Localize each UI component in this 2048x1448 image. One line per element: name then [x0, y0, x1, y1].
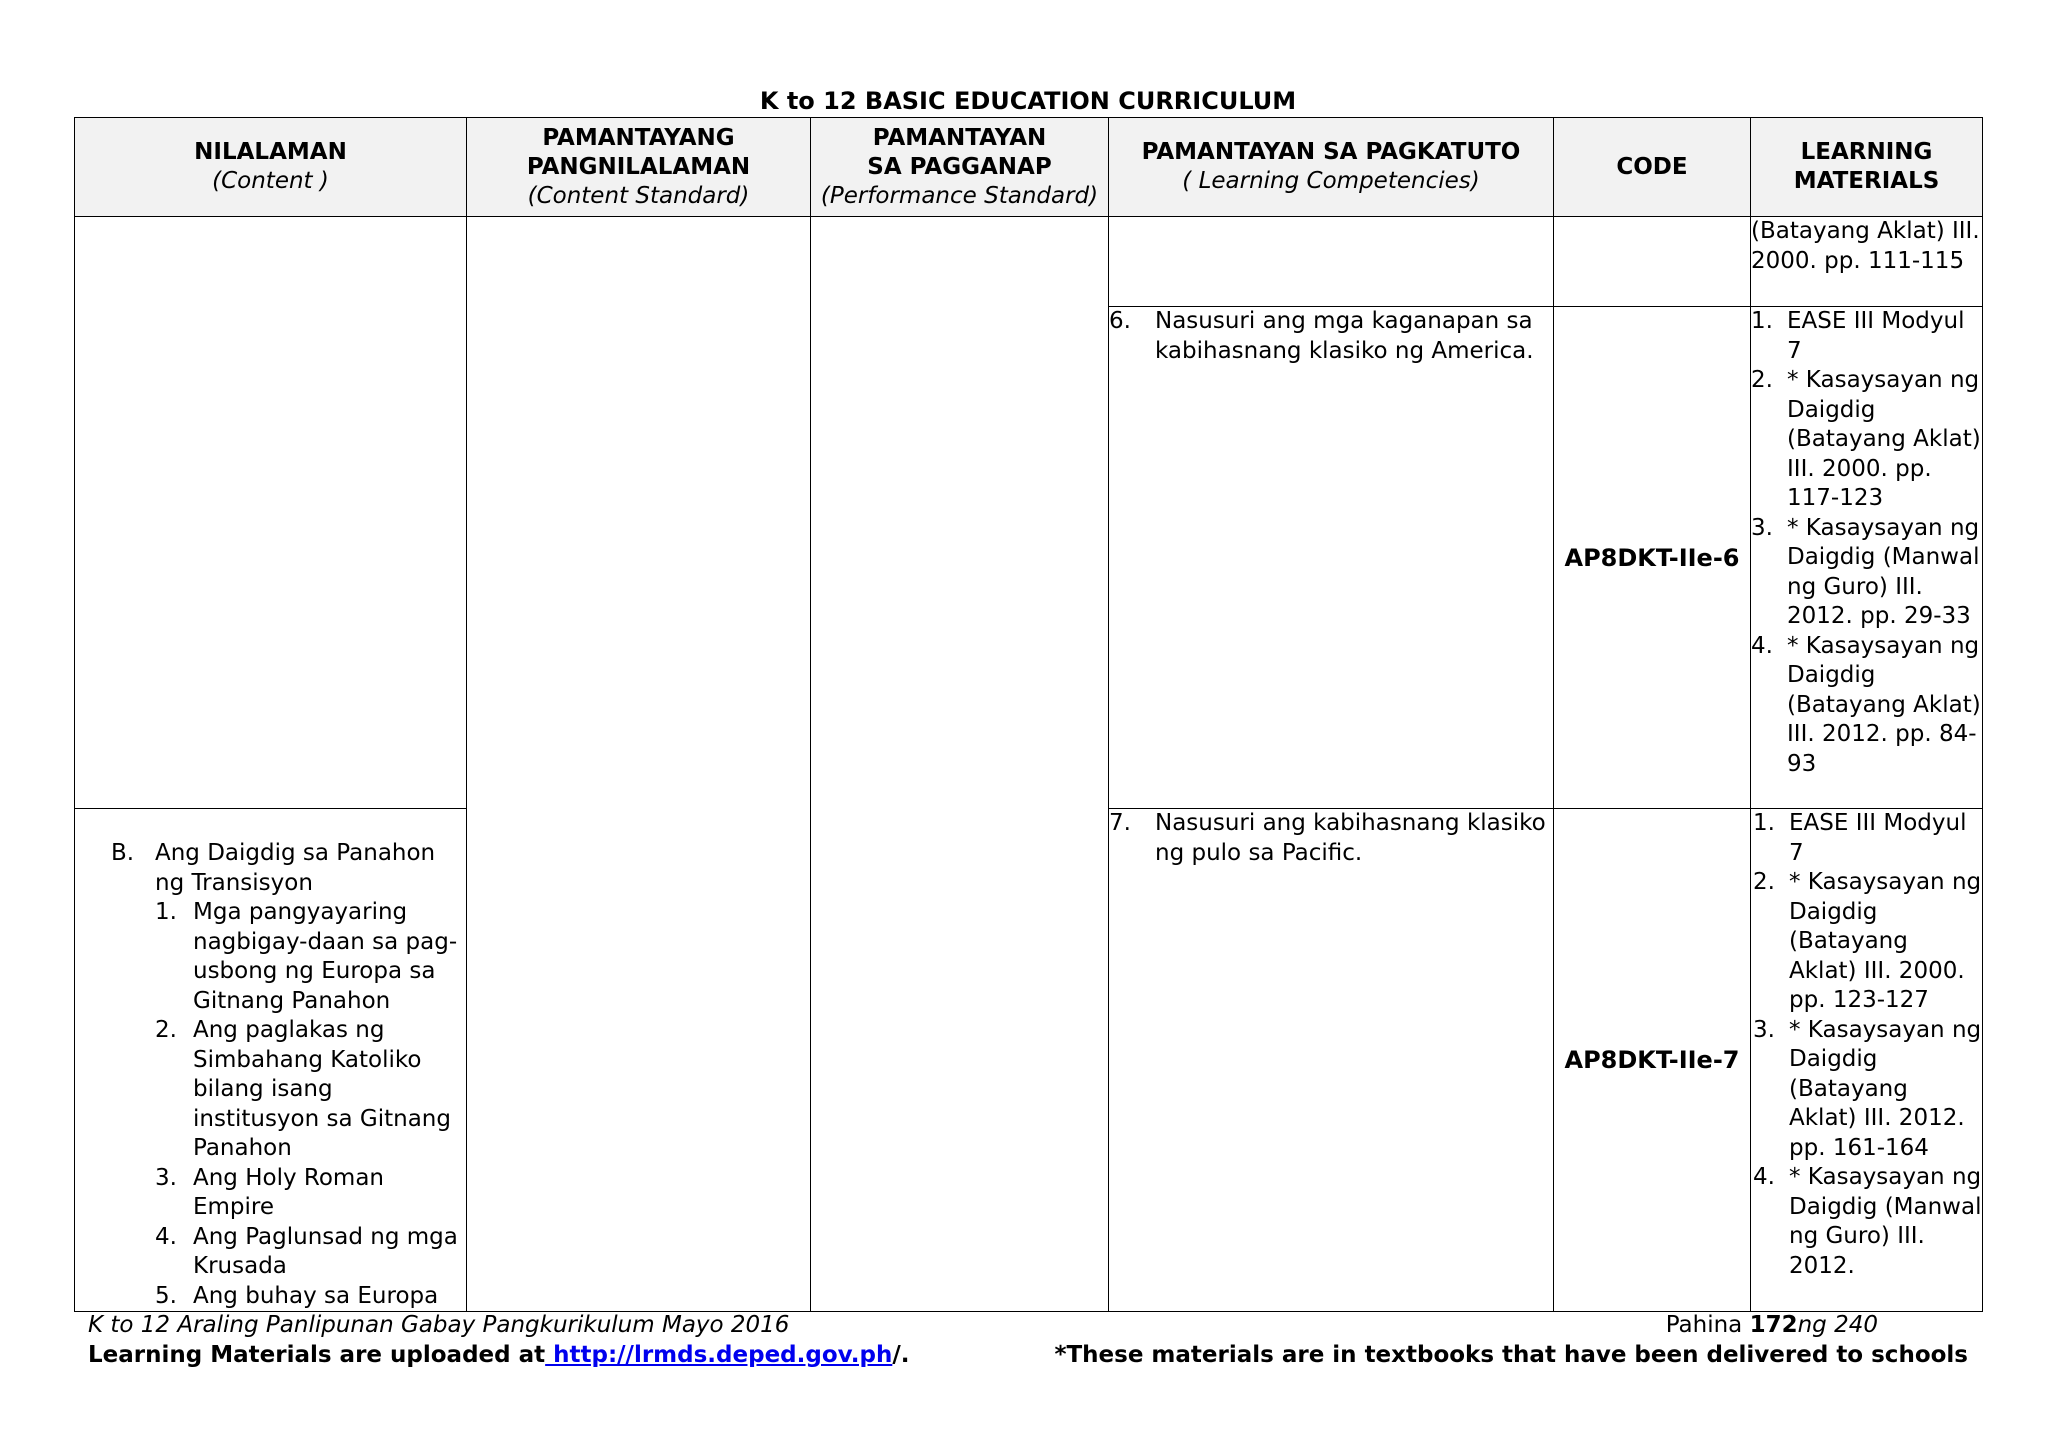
competency-text: Nasusuri ang kabihasnang klasiko ng pulo sa Pacific. — [1155, 810, 1546, 866]
header-code: CODE — [1554, 118, 1751, 217]
material-item: 3. * Kasaysayan ng Daigdig (Batayang Aklat) III. 2012. pp. 161-164 — [1753, 1016, 1982, 1161]
header-competencies: PAMANTAYAN SA PAGKATUTO ( Learning Competencies) — [1109, 118, 1554, 217]
header-content-standard: PAMANTAYANG PANGNILALAMAN (Content Standard) — [467, 118, 811, 217]
materials-list — [1751, 307, 1982, 779]
material-item: 2. * Kasaysayan ng Daigdig (Batayang Aklat) III. 2000. pp. 123-127 — [1753, 869, 1982, 1013]
footer-right — [1054, 1310, 1968, 1370]
content-items — [111, 898, 458, 1311]
material-item: 4. * Kasaysayan ng Daigdig (Manwal ng Guro) III. 2012. — [1753, 1164, 1982, 1279]
competency-cell-empty — [1109, 217, 1554, 307]
competency-cell — [1109, 307, 1554, 809]
content-item: 4. Ang Paglunsad ng mga Krusada — [155, 1223, 458, 1279]
lrmds-link[interactable]: http://lrmds.deped.gov.ph — [545, 1342, 893, 1368]
curriculum-table — [74, 117, 1983, 1312]
competency-text: Nasusuri ang mga kaganapan sa kabihasnang klasiko ng America. — [1155, 308, 1534, 364]
competency-number: 6. — [1109, 308, 1131, 334]
document-title: K to 12 BASIC EDUCATION CURRICULUM — [759, 87, 1297, 115]
content-standard-cell — [467, 217, 811, 1312]
competency-cell — [1109, 809, 1554, 1312]
content-item: 2. Ang paglakas ng Simbahang Katoliko bilang isang institusyon sa Gitnang Panahon — [155, 1017, 451, 1161]
materials-cell — [1751, 809, 1983, 1312]
content-item: 3. Ang Holy Roman Empire — [155, 1164, 384, 1220]
header-row — [75, 118, 1983, 217]
content-title: Ang Daigdig sa Panahon ng Transisyon — [155, 840, 436, 896]
material-item: 2. * Kasaysayan ng Daigdig (Batayang Aklat) III. 2000. pp. 117-123 — [1751, 367, 1981, 511]
material-item: 4. * Kasaysayan ng Daigdig (Batayang Aklat) III. 2012. pp. 84-93 — [1751, 632, 1981, 777]
header-performance-standard: PAMANTAYAN SA PAGGANAP (Performance Standard) — [811, 118, 1109, 217]
footer-left — [88, 1310, 909, 1370]
content-cell — [75, 809, 467, 1312]
materials-list — [1753, 809, 1982, 1281]
material-item: 1. EASE III Modyul 7 — [1751, 308, 1965, 364]
content-cell-empty — [75, 217, 467, 809]
content-item: 1. Mga pangyayaring nagbigay-daan sa pag-usbong ng Europa sa Gitnang Panahon — [155, 899, 458, 1014]
header-materials: LEARNING MATERIALS — [1751, 118, 1983, 217]
content-item: 5. Ang buhay sa Europa — [155, 1282, 439, 1309]
code-cell: AP8DKT-IIe-7 — [1554, 809, 1751, 1312]
table-row — [75, 217, 1983, 307]
material-item: 1. EASE III Modyul 7 — [1753, 810, 1967, 866]
code-cell-empty — [1554, 217, 1751, 307]
competency-number: 7. — [1109, 810, 1131, 836]
footer-note: *These materials are in textbooks that have been delivered to schools — [1054, 1342, 1968, 1368]
header-content: NILALAMAN (Content ) — [75, 118, 467, 217]
content-letter: B. — [111, 840, 135, 866]
materials-continued: (Batayang Aklat) III. 2000. pp. 111-115 — [1751, 217, 1983, 307]
footer-guide: K to 12 Araling Panlipunan Gabay Pangkurikulum Mayo 2016 — [88, 1312, 790, 1338]
material-item: 3. * Kasaysayan ng Daigdig (Manwal ng Guro) III. 2012. pp. 29-33 — [1751, 514, 1980, 629]
performance-standard-cell — [811, 217, 1109, 1312]
page-number: Pahina 172ng 240 — [1665, 1312, 1878, 1338]
content-heading — [111, 839, 458, 898]
materials-cell — [1751, 307, 1983, 809]
code-cell: AP8DKT-IIe-6 — [1554, 307, 1751, 809]
footer-uploaded: Learning Materials are uploaded at http://lrmds.deped.gov.ph/. — [88, 1342, 910, 1368]
